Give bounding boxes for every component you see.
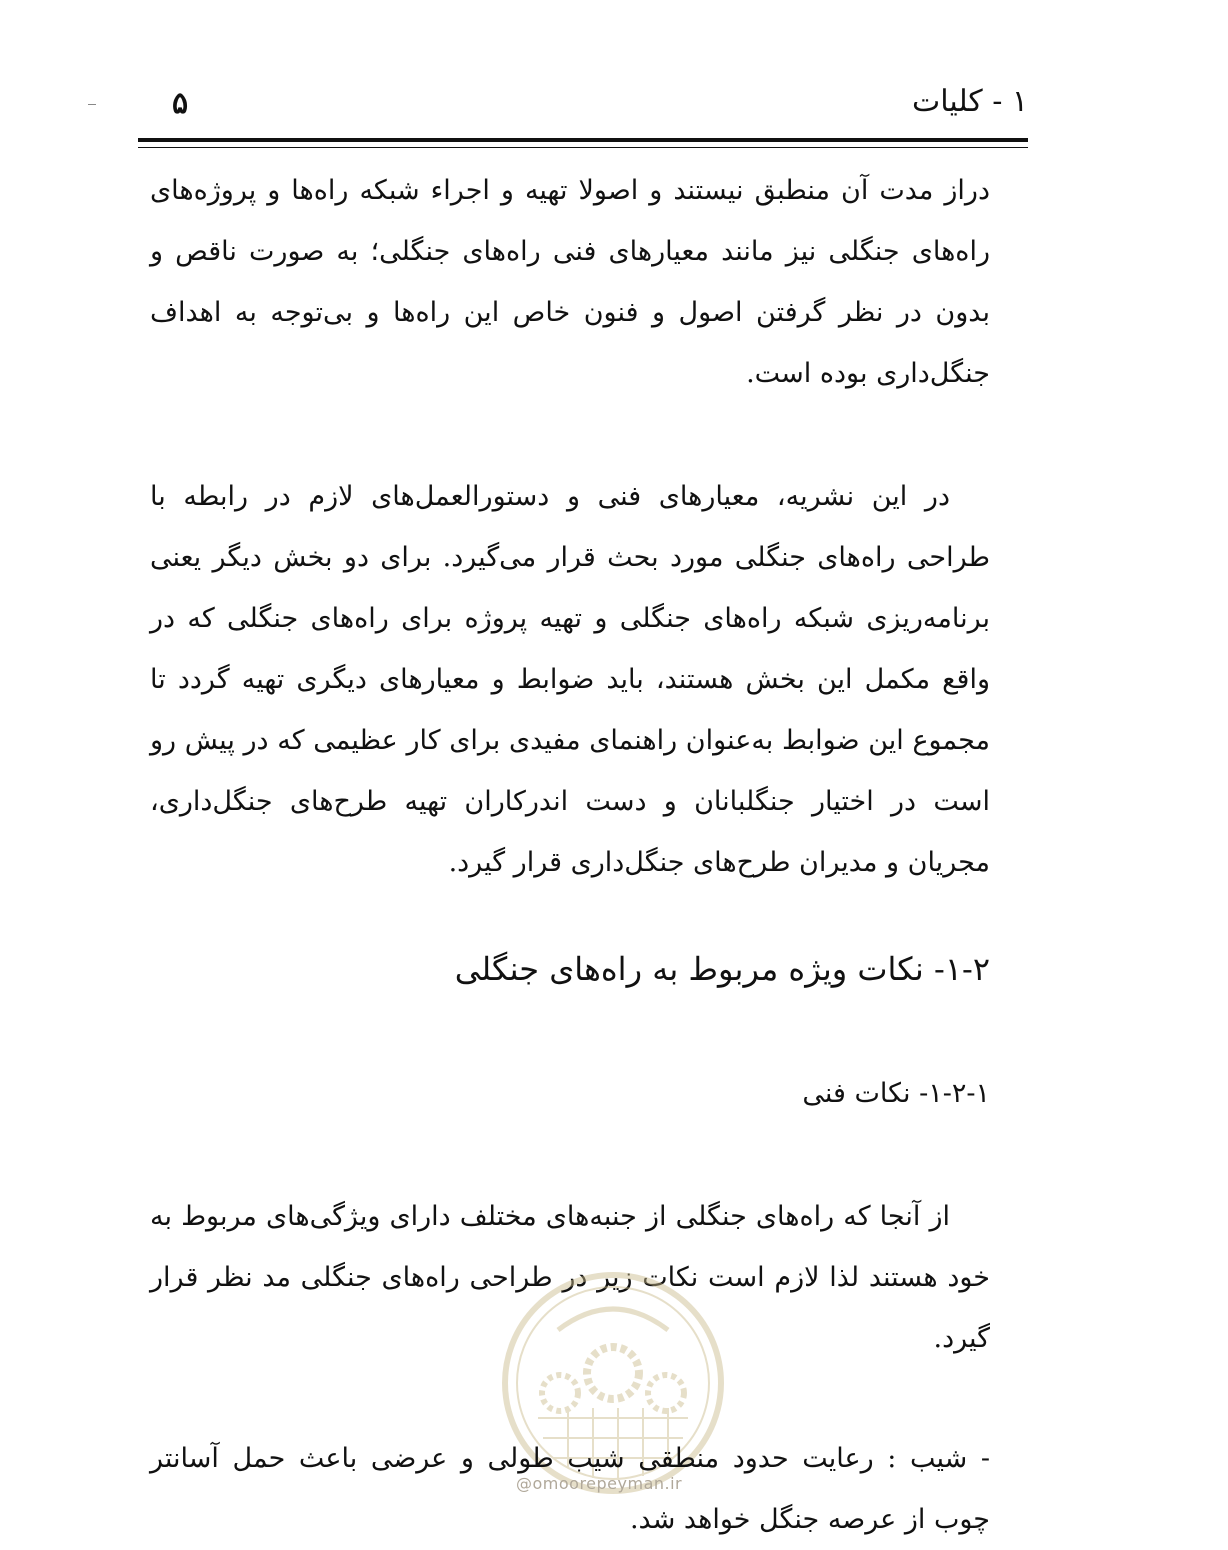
header-rule-thin: [138, 147, 1028, 148]
page-header: [138, 78, 1028, 128]
page-number: ۵: [172, 86, 189, 121]
paragraph-1: دراز مدت آن منطبق نیستند و اصولا تهیه و اجراء شبکه راه‌ها و پروژه‌های راه‌های جنگلی نیز مانند معیارهای فنی راه‌های جنگلی؛ به صورت ناقص و بدون در نظر گرفتن اصول و فنون خاص این راه‌ها و بی‌توجه به اهداف جنگل‌داری بوده است.: [150, 175, 990, 389]
paragraph-3: از آنجا که راه‌های جنگلی از جنبه‌های مختلف دارای ویژگی‌های مربوط به خود هستند لذا لازم است نکات زیر در طراحی راه‌های جنگلی مد نظر قرار گیرد.: [150, 1201, 990, 1354]
chapter-title: ۱ - کلیات: [912, 84, 1028, 119]
scan-artifact: [88, 104, 96, 105]
paragraph-4: - شیب : رعایت حدود منطقی شیب طولی و عرضی باعث حمل آسانتر چوب از عرصه جنگل خواهد شد.: [150, 1443, 990, 1535]
watermark-site-text: @omoorepeyman.ir: [516, 1474, 683, 1493]
subsection-heading: ۱-۲-۱- نکات فنی: [802, 1078, 990, 1109]
header-rule-thick: [138, 138, 1028, 142]
section-heading: ۱-۲- نکات ویژه مربوط به راه‌های جنگلی: [454, 950, 990, 988]
paragraph-2: در این نشریه، معیارهای فنی و دستورالعمل‌های لازم در رابطه با طراحی راه‌های جنگلی مورد بحث قرار می‌گیرد. برای دو بخش دیگر یعنی برنامه‌ریزی شبکه راه‌های جنگلی و تهیه پروژه برای راه‌های جنگلی که در واقع مکمل این بخش هستند، باید ضوابط و معیارهای دیگری تهیه گردد تا مجموع این ضوابط به‌عنوان راهنمای مفیدی برای کار عظیمی که در پیش رو است در اختیار جنگلبانان و دست اندرکاران تهیه طرح‌های جنگل‌داری، مجریان و مدیران طرح‌های جنگل‌داری قرار گیرد.: [150, 481, 990, 878]
